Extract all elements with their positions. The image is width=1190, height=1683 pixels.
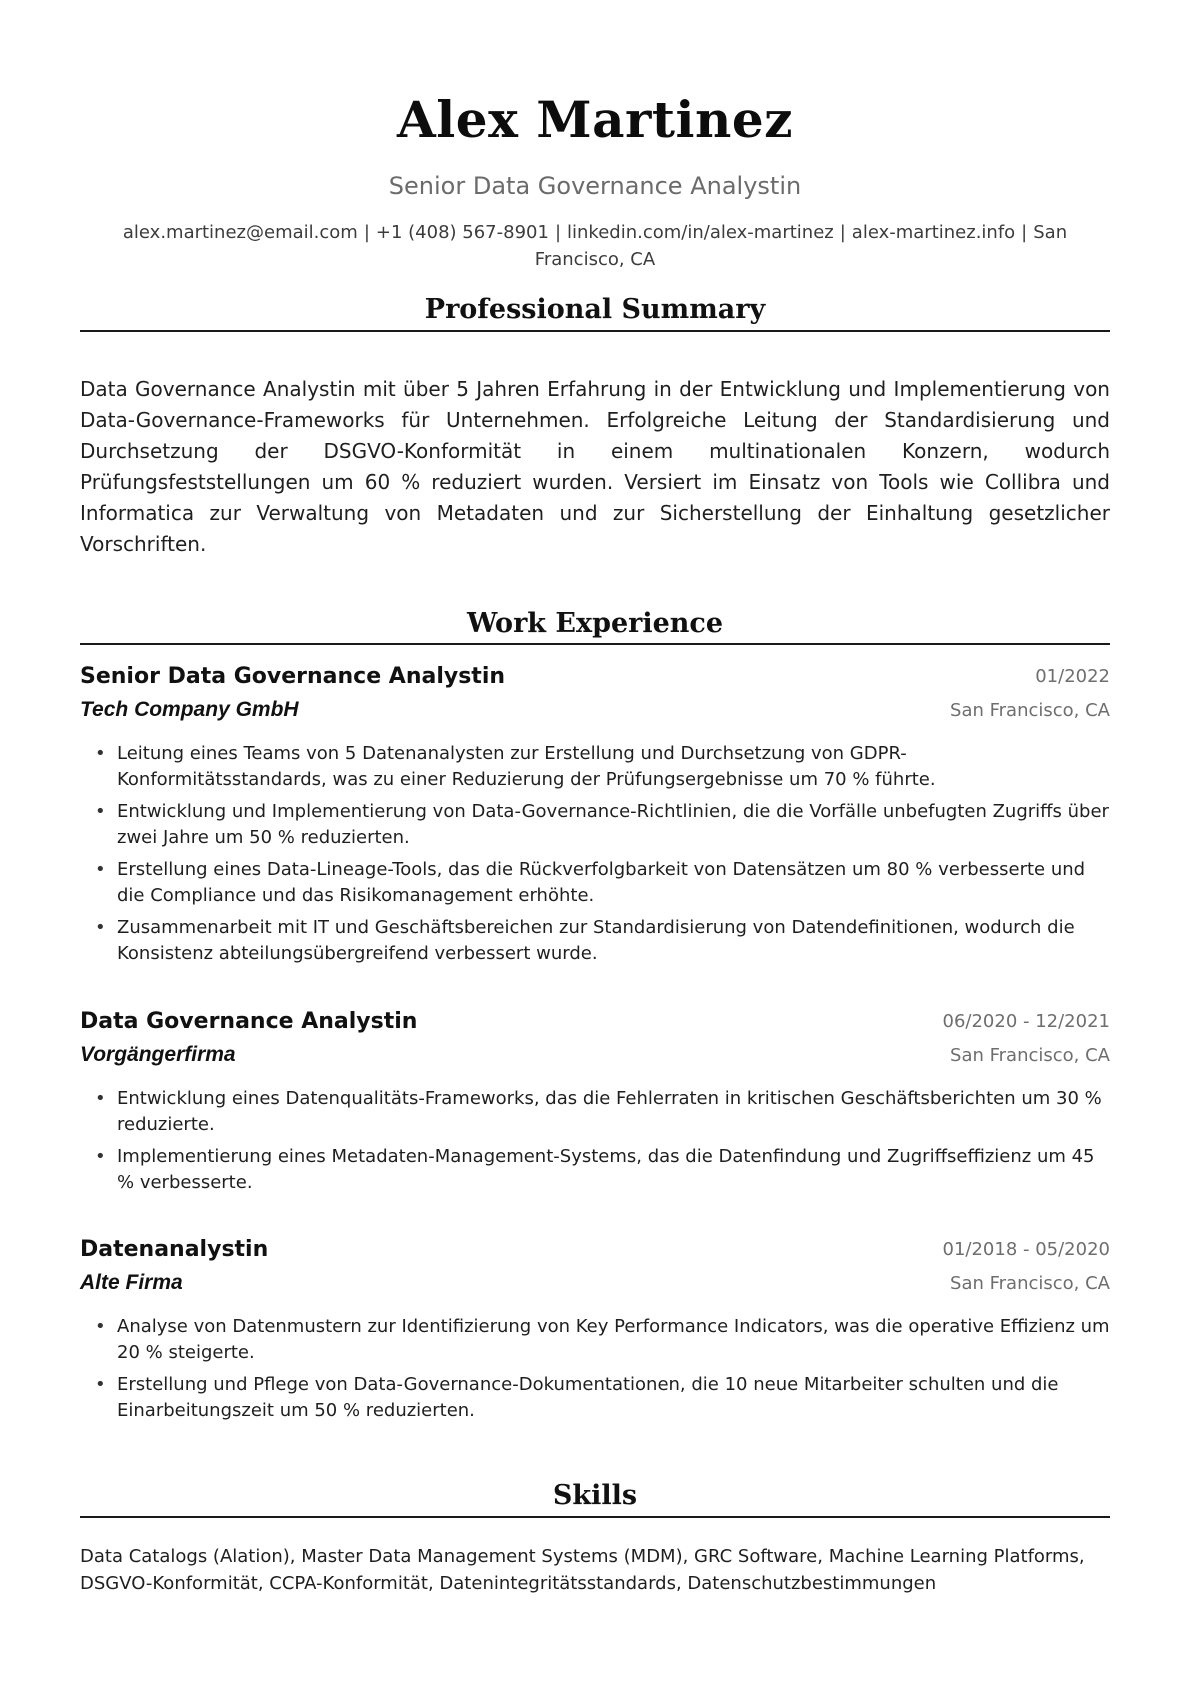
job-date: 01/2018 - 05/2020 <box>942 1239 1110 1260</box>
contact-email[interactable]: alex.martinez@email.com <box>122 222 358 243</box>
job-bullet-text: Analyse von Datenmustern zur Identifizierung von Key Performance Indicators, was die operative Effizienz um 20 % steigerte. <box>117 1316 1110 1363</box>
job-bullet-text: Entwicklung und Implementierung von Data-Governance-Richtlinien, die die Vorfälle unbefugten Zugriffs über zwei Jahre um 50 % reduzierten. <box>117 801 1109 848</box>
job-bullet <box>80 1144 1110 1196</box>
bullet-marker: • <box>95 1316 106 1337</box>
job-bullet-text: Erstellung und Pflege von Data-Governance-Dokumentationen, die 10 neue Mitarbeiter schulten und die Einarbeitungszeit um 50 % reduzierten. <box>117 1374 1059 1421</box>
job-title: Senior Data Governance Analystin <box>80 664 506 689</box>
summary-divider <box>80 330 1110 332</box>
bullet-marker: • <box>95 1374 106 1395</box>
job-bullet <box>80 1086 1110 1138</box>
job-bullet <box>80 857 1110 909</box>
job-entry <box>80 661 1110 973</box>
skills-text: Data Catalogs (Alation), Master Data Management Systems (MDM), GRC Software, Machine Learning Platforms, DSGVO-Konformität, CCPA-Konformität, Datenintegritätsstandards, Datenschutzbestimmungen <box>80 1546 1085 1594</box>
job-bullet <box>80 915 1110 967</box>
job-bullets <box>80 1314 1110 1424</box>
bullet-marker: • <box>95 801 106 822</box>
bullet-marker: • <box>95 743 106 764</box>
job-bullets <box>80 741 1110 967</box>
skills-heading: Skills <box>552 1480 638 1511</box>
experience-heading: Work Experience <box>466 608 724 639</box>
contact-separator: | <box>554 222 562 243</box>
bullet-marker: • <box>95 1088 106 1109</box>
job-bullet-text: Implementierung eines Metadaten-Management-Systems, das die Datenfindung und Zugriffseffizienz um 45 % verbesserte. <box>117 1146 1095 1193</box>
job-bullet <box>80 1372 1110 1424</box>
skills-divider <box>80 1516 1110 1518</box>
job-location: San Francisco, CA <box>950 700 1110 721</box>
candidate-headline: Senior Data Governance Analystin <box>388 172 802 200</box>
contact-separator: | <box>1021 222 1028 243</box>
job-bullet-text: Leitung eines Teams von 5 Datenanalysten zur Erstellung und Durchsetzung von GDPR-Konformitätsstandards, was zu einer Reduzierung der Prüfungsergebnisse um 70 % führte. <box>117 743 936 790</box>
job-bullet-text: Zusammenarbeit mit IT und Geschäftsbereichen zur Standardisierung von Datendefinitionen, wodurch die Konsistenz abteilungsübergreifend verbessert wurde. <box>117 917 1075 964</box>
summary-text: Data Governance Analystin mit über 5 Jahren Erfahrung in der Entwicklung und Implementierung von Data-Governance-Frameworks für Unternehmen. Erfolgreiche Leitung der Standardisierung und Durchsetzung der DSGVO-Konformität in einem multinationalen Konzern, wodurch Prüfungsfeststellungen um 60 % reduziert wurden. Versiert im Einsatz von Tools wie Collibra und Informatica zur Verwaltung von Metadaten und zur Sicherstellung der Einhaltung gesetzlicher Vorschriften. <box>80 377 1110 556</box>
job-bullet-text: Entwicklung eines Datenqualitäts-Frameworks, das die Fehlerraten in kritischen Geschäftsberichten um 30 % reduzierte. <box>117 1088 1102 1135</box>
job-company: Alte Firma <box>80 1271 183 1294</box>
bullet-marker: • <box>95 917 106 938</box>
job-location: San Francisco, CA <box>950 1045 1110 1066</box>
summary-heading: Professional Summary <box>424 294 766 325</box>
job-bullet-text: Erstellung eines Data-Lineage-Tools, das die Rückverfolgbarkeit von Datensätzen um 80 % verbesserte und die Compliance und das Risikomanagement erhöhte. <box>117 859 1086 906</box>
contact-website[interactable]: alex-martinez.info <box>851 222 1016 243</box>
experience-divider <box>80 643 1110 645</box>
bullet-marker: • <box>95 859 106 880</box>
job-entry <box>80 1006 1110 1202</box>
job-date: 01/2022 <box>1035 666 1110 687</box>
job-title: Data Governance Analystin <box>80 1009 418 1034</box>
job-bullet <box>80 799 1110 851</box>
job-bullet <box>80 741 1110 793</box>
contact-phone[interactable]: +1 (408) 567-8901 <box>375 222 549 243</box>
job-company: Tech Company GmbH <box>80 698 299 721</box>
job-location: San Francisco, CA <box>950 1273 1110 1294</box>
job-company: Vorgängerfirma <box>80 1043 236 1066</box>
contact-separator: | <box>839 222 846 243</box>
candidate-name: Alex Martinez <box>396 90 794 149</box>
bullet-marker: • <box>95 1146 106 1167</box>
contact-location: San Francisco, CA <box>534 222 1068 270</box>
contact-linkedin[interactable]: linkedin.com/in/alex-martinez <box>567 222 834 243</box>
job-bullets <box>80 1086 1110 1196</box>
job-date: 06/2020 - 12/2021 <box>942 1011 1110 1032</box>
contact-line <box>100 219 1090 273</box>
contact-separator: | <box>363 222 370 243</box>
job-title: Datenanalystin <box>80 1237 269 1262</box>
job-bullet <box>80 1314 1110 1366</box>
job-entry <box>80 1234 1110 1430</box>
